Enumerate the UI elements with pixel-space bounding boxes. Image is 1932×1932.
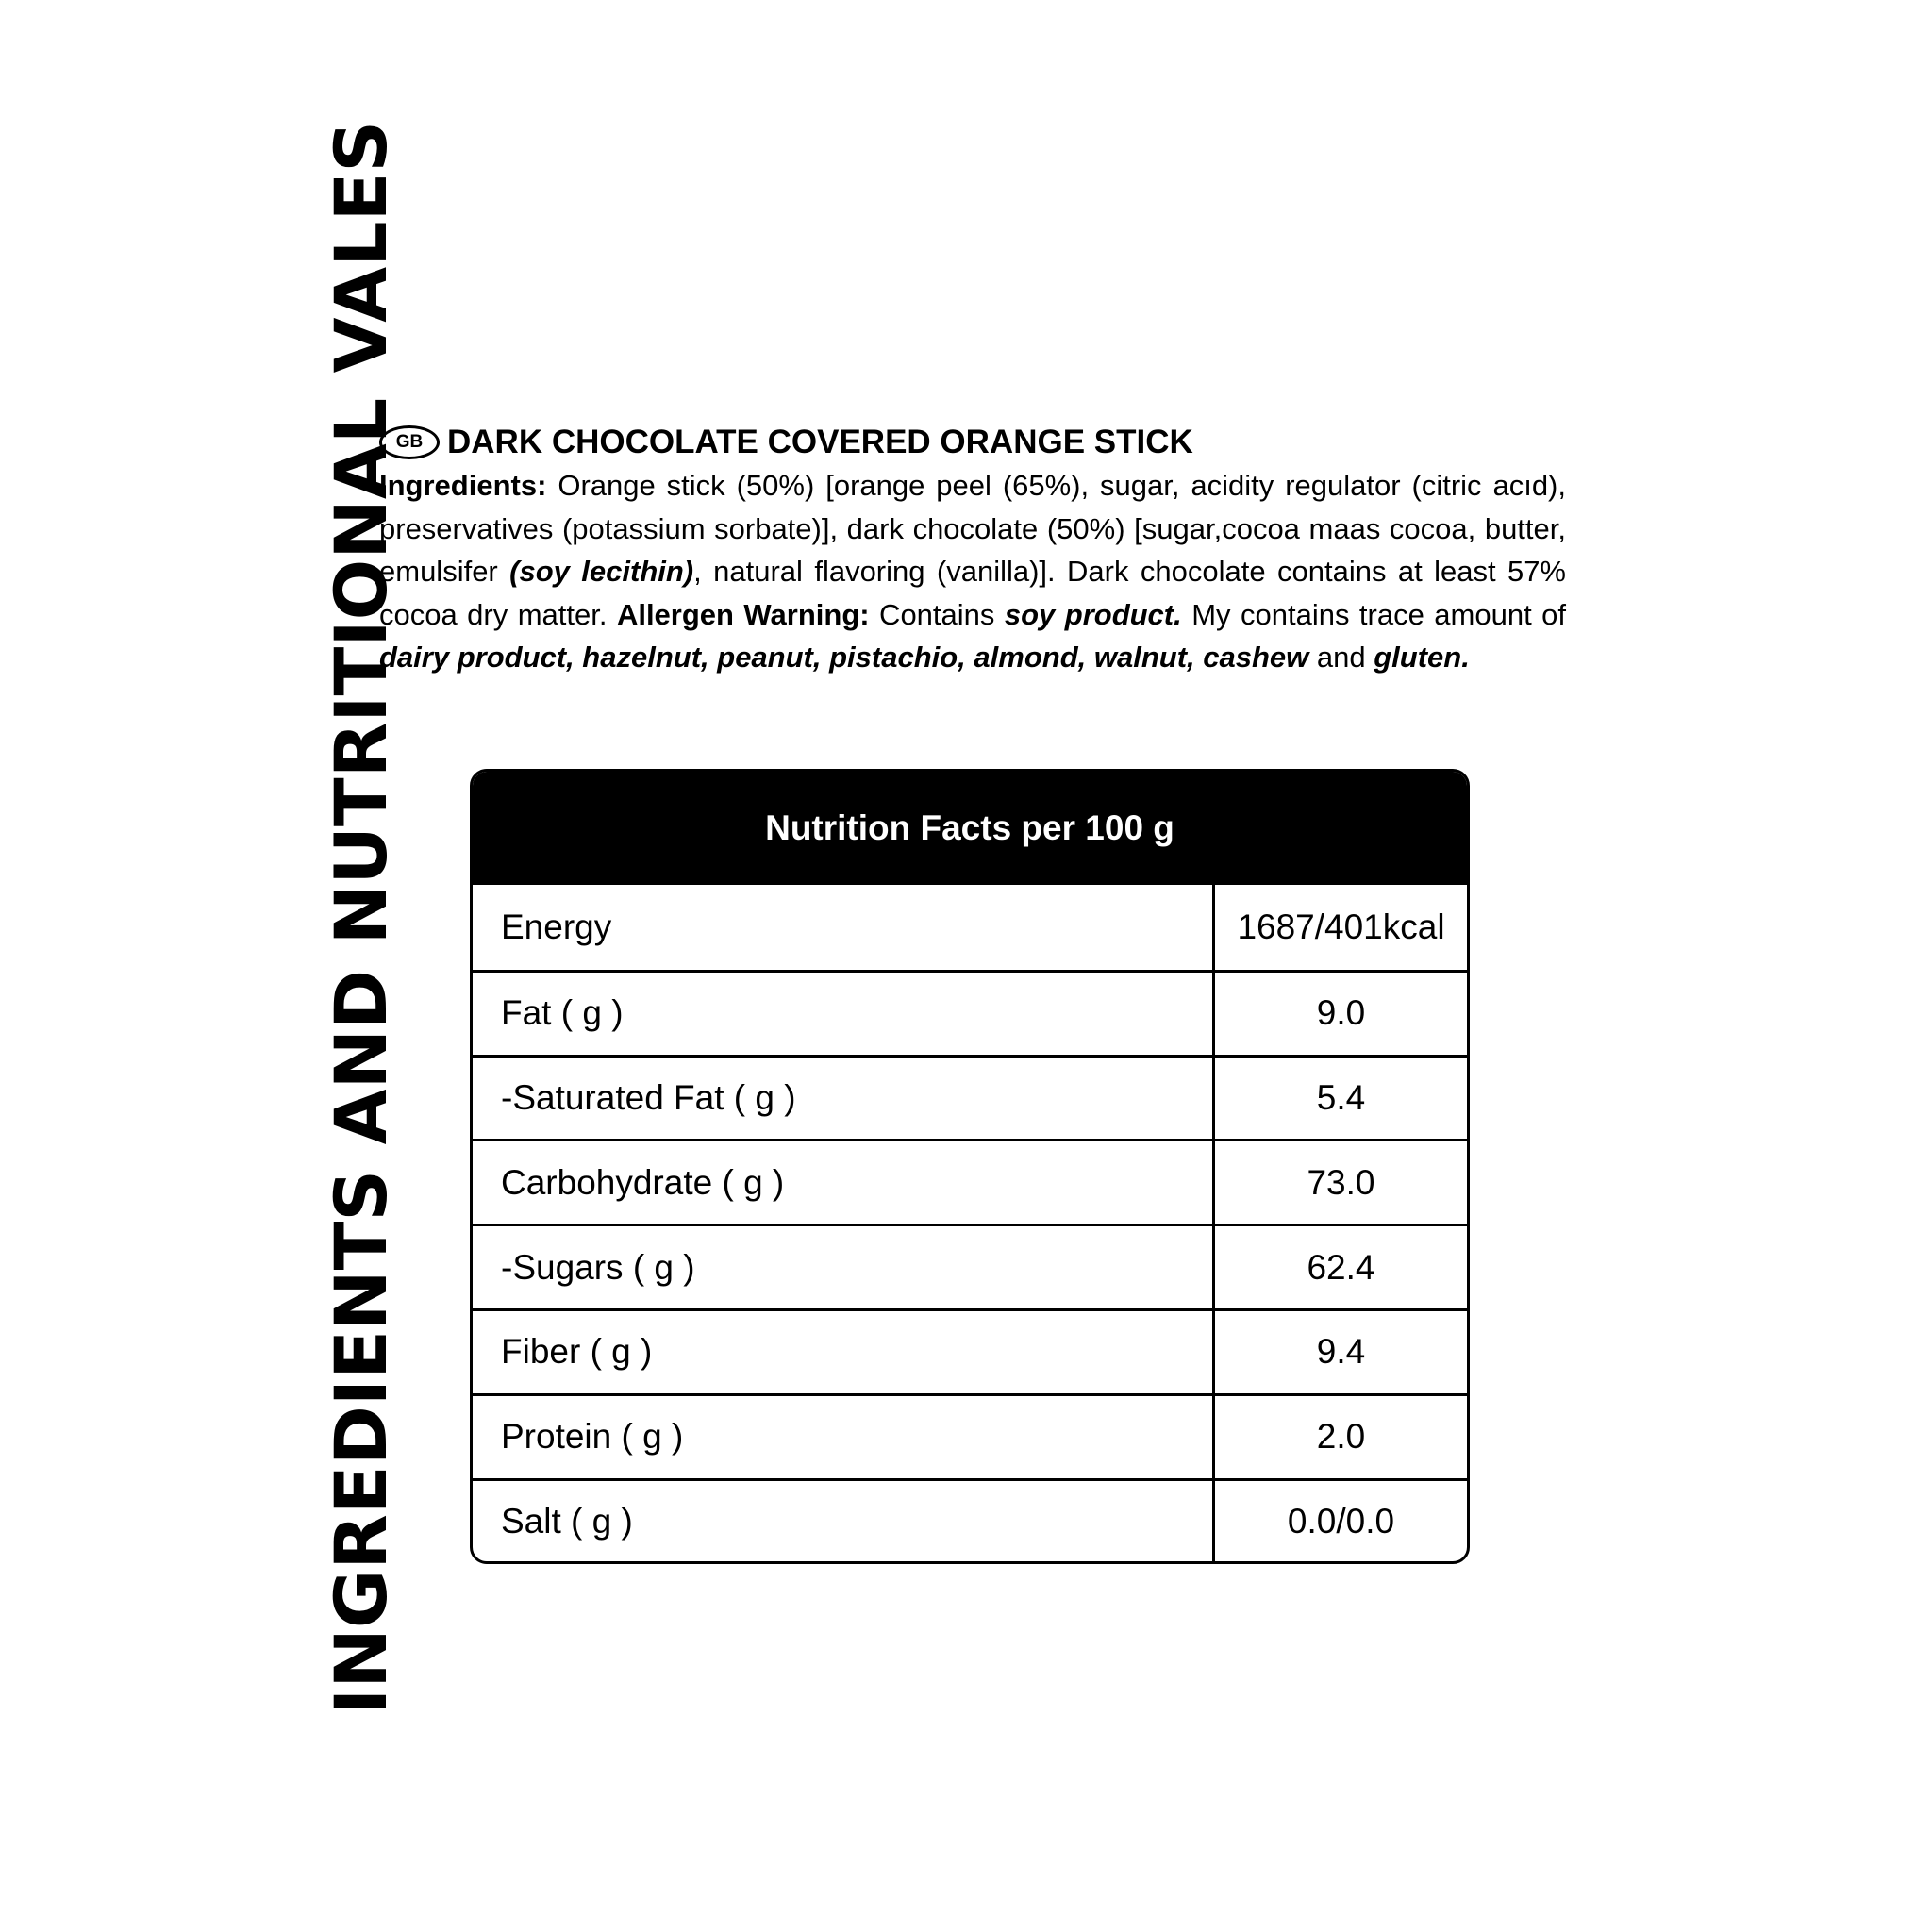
nutrition-row — [473, 1478, 1467, 1563]
ingredients-part-5: and — [1308, 641, 1374, 674]
soy-lecithin: (soy lecithin) — [509, 555, 694, 588]
ingredients-part-1: Orange stick (50%) [orange peel (65%), sugar, acidity regulator (citric acıd), preservatives (potassium sorbate)], dark chocolate (50%) [sugar,cocoa maas cocoa, butter, emulsifer — [379, 469, 1566, 588]
nutrition-rows — [473, 885, 1467, 1562]
ingredients-part-4: My contains trace amount of — [1181, 597, 1567, 631]
nutrient-label: Protein ( g ) — [473, 1396, 1215, 1478]
product-name: DARK CHOCOLATE COVERED ORANGE STICK — [447, 424, 1193, 460]
ingredients-part-2: , natural flavoring (vanilla)]. Dark chocolate contains at least 57% cocoa dry matter. — [379, 555, 1567, 631]
ingredients-label: Ingredients: — [379, 469, 547, 502]
nutrition-row — [473, 970, 1467, 1055]
nutrient-value: 9.0 — [1316, 993, 1366, 1033]
soy-product: soy product. — [1004, 597, 1182, 631]
nutrition-row — [473, 1308, 1467, 1393]
product-block — [379, 423, 1566, 679]
gluten: gluten. — [1374, 641, 1470, 674]
nutrient-value: 9.4 — [1316, 1332, 1366, 1372]
nutrient-label: Fiber ( g ) — [473, 1311, 1215, 1393]
nutrient-value: 5.4 — [1316, 1077, 1366, 1117]
nutrition-facts-title: Nutrition Facts per 100 g — [473, 772, 1467, 885]
nutrition-row — [473, 1139, 1467, 1224]
trace-allergen-list: dairy product, hazelnut, peanut, pistachio, almond, walnut, cashew — [379, 641, 1309, 674]
product-heading — [379, 423, 1566, 462]
nutrition-row — [473, 1393, 1467, 1478]
nutrition-facts-table — [470, 769, 1470, 1564]
allergen-warning-label: Allergen Warning: — [616, 597, 870, 631]
nutrient-label: Carbohydrate ( g ) — [473, 1141, 1215, 1224]
language-badge: GB — [379, 425, 440, 459]
nutrient-value: 62.4 — [1307, 1247, 1375, 1287]
nutrient-value: 2.0 — [1316, 1417, 1366, 1457]
nutrient-label: Salt ( g ) — [473, 1481, 1215, 1563]
ingredients-part-3: Contains — [869, 597, 1005, 631]
nutrient-label: Fat ( g ) — [473, 973, 1215, 1055]
nutrient-value: 0.0/0.0 — [1287, 1501, 1395, 1541]
side-title: INGREDIENTS AND NUTRITIONAL VALES — [319, 120, 403, 1715]
nutrient-value: 1687/401kcal — [1237, 907, 1445, 946]
nutrient-value: 73.0 — [1307, 1162, 1375, 1202]
nutrient-label: Energy — [473, 885, 1215, 970]
nutrient-label: -Saturated Fat ( g ) — [473, 1058, 1215, 1140]
ingredients-text — [379, 464, 1566, 679]
nutrient-label: -Sugars ( g ) — [473, 1226, 1215, 1308]
nutrition-row — [473, 885, 1467, 970]
nutrition-row — [473, 1224, 1467, 1308]
nutrition-row — [473, 1055, 1467, 1140]
